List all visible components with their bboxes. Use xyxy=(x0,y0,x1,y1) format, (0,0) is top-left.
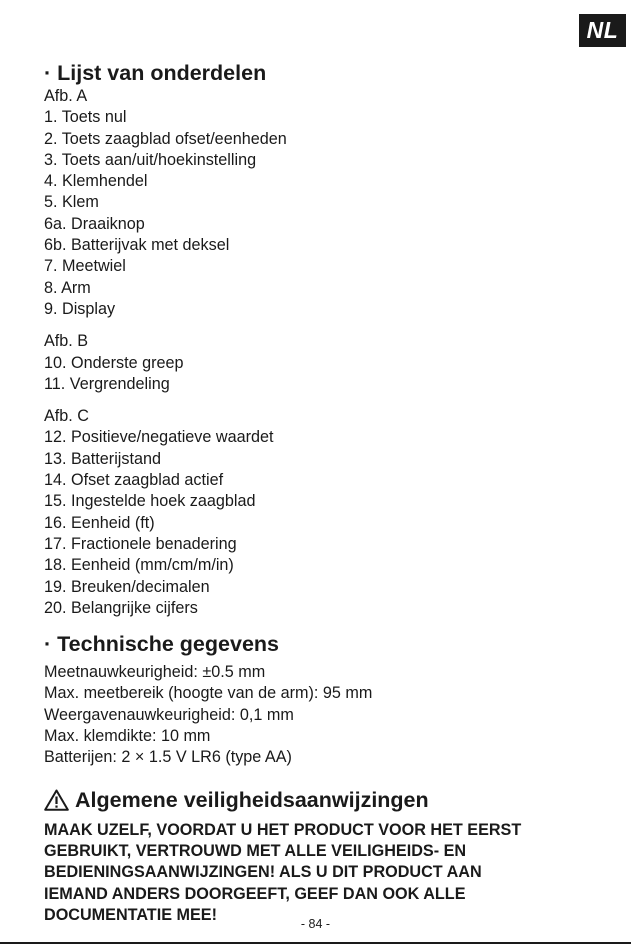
list-item: 11. Vergrendeling xyxy=(44,374,170,393)
list-item: 15. Ingestelde hoek zaagblad xyxy=(44,492,256,511)
list-item: 13. Batterijstand xyxy=(44,449,161,468)
spec-line: Weergavenauwkeurigheid: 0,1 mm xyxy=(44,705,294,724)
list-item: 2. Toets zaagblad ofset/eenheden xyxy=(44,129,287,148)
warning-line: DOCUMENTATIE MEE! xyxy=(44,905,217,924)
warning-line: IEMAND ANDERS DOORGEEFT, GEEF DAN OOK ALLE xyxy=(44,884,466,903)
list-item: 18. Eenheid (mm/cm/m/in) xyxy=(44,556,234,575)
list-item: 3. Toets aan/uit/hoekinstelling xyxy=(44,150,257,169)
list-item: 19. Breuken/decimalen xyxy=(44,577,210,596)
page-number: - 84 - xyxy=(300,917,331,931)
safety-warning-text xyxy=(44,820,604,926)
parts-list-title: · Lijst van onderdelen xyxy=(44,61,267,85)
list-item: 16. Eenheid (ft) xyxy=(44,513,155,532)
parts-group-b xyxy=(44,331,604,395)
parts-group-c xyxy=(44,406,604,619)
list-item: 7. Meetwiel xyxy=(44,257,126,276)
technical-data-list xyxy=(44,662,604,768)
spec-line: Batterijen: 2 × 1.5 V LR6 (type AA) xyxy=(44,748,292,767)
spec-line: Max. meetbereik (hoogte van de arm): 95 mm xyxy=(44,684,373,703)
list-item: 14. Ofset zaagblad actief xyxy=(44,471,224,490)
language-badge: NL xyxy=(579,14,626,47)
warning-line: BEDIENINGSAANWIJZINGEN! ALS U DIT PRODUCT AAN xyxy=(44,863,482,882)
safety-title-text: Algemene veiligheidsaanwijzingen xyxy=(75,787,429,812)
bottom-rule xyxy=(0,942,631,944)
warning-triangle-icon xyxy=(44,789,69,811)
spec-line: Meetnauwkeurigheid: ±0.5 mm xyxy=(44,663,266,682)
list-item: 10. Onderste greep xyxy=(44,353,184,372)
figure-heading: Afb. A xyxy=(44,87,88,105)
warning-line: GEBRUIKT, VERTROUWD MET ALLE VEILIGHEIDS- EN xyxy=(44,841,467,860)
parts-group-a xyxy=(44,86,604,320)
figure-heading: Afb. B xyxy=(44,332,89,351)
list-item: 20. Belangrijke cijfers xyxy=(44,598,198,617)
technical-data-title: · Technische gegevens xyxy=(44,632,279,657)
list-item: 12. Positieve/negatieve waardet xyxy=(44,428,274,447)
warning-line: MAAK UZELF, VOORDAT U HET PRODUCT VOOR HET EERST xyxy=(44,820,522,839)
list-item: 4. Klemhendel xyxy=(44,172,148,191)
list-item: 8. Arm xyxy=(44,278,91,297)
list-item: 5. Klem xyxy=(44,193,99,212)
spec-line: Max. klemdikte: 10 mm xyxy=(44,727,211,746)
list-item: 17. Fractionele benadering xyxy=(44,534,237,553)
list-item: 9. Display xyxy=(44,299,116,318)
list-item: 6a. Draaiknop xyxy=(44,214,145,233)
safety-title xyxy=(44,787,604,813)
list-item: 1. Toets nul xyxy=(44,108,127,127)
list-item: 6b. Batterijvak met deksel xyxy=(44,236,230,255)
page-content xyxy=(44,60,604,926)
figure-heading: Afb. C xyxy=(44,407,89,426)
